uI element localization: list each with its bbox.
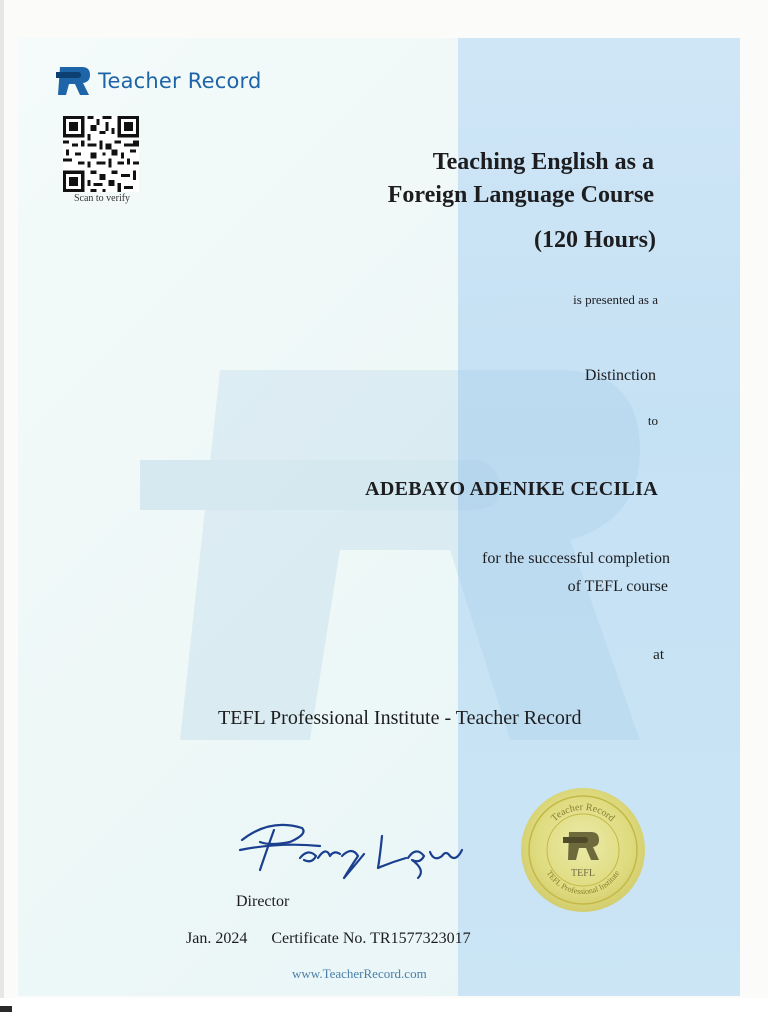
brand-logo xyxy=(56,64,262,98)
seal-top-text: Teacher Record xyxy=(549,801,617,824)
scan-corner-mark xyxy=(0,1006,12,1012)
award-level: Distinction xyxy=(584,367,656,384)
institute-name: TEFL Professional Institute - Teacher Record xyxy=(218,707,582,729)
teacher-record-r-logo-icon xyxy=(56,64,92,98)
seal-center-text: TEFL xyxy=(571,868,595,879)
course-hours: (120 Hours) xyxy=(534,227,656,253)
scan-edge xyxy=(0,0,4,1024)
course-title-line-2: Foreign Language Course xyxy=(387,182,654,208)
course-title-line-1: Teaching English as a xyxy=(432,149,654,175)
certificate-number-label: Certificate No. xyxy=(271,930,367,947)
gold-seal-icon xyxy=(519,786,647,914)
presented-as-text: is presented as a xyxy=(573,292,658,307)
certificate-number: TR1577323017 xyxy=(370,930,471,947)
scan-to-verify-label: Scan to verify xyxy=(73,193,131,204)
website-link[interactable]: www.TeacherRecord.com xyxy=(292,966,427,981)
at-text: at xyxy=(653,647,664,663)
director-signature xyxy=(230,812,490,882)
issue-date: Jan. 2024 xyxy=(186,930,248,947)
completion-text-line-2: of TEFL course xyxy=(567,578,668,595)
qr-code-icon[interactable] xyxy=(62,116,140,192)
to-text: to xyxy=(647,413,658,428)
completion-text-line-1: for the successful completion xyxy=(482,550,670,567)
recipient-name: ADEBAYO ADENIKE CECILIA xyxy=(365,478,658,500)
seal-bottom-text: TEFL Professional Institute xyxy=(544,868,622,897)
scan-bottom-margin xyxy=(0,998,768,1024)
certificate-footer xyxy=(186,930,471,948)
course-title xyxy=(388,146,654,212)
brand-name: Teacher Record xyxy=(98,69,262,93)
signatory-role: Director xyxy=(236,893,290,910)
